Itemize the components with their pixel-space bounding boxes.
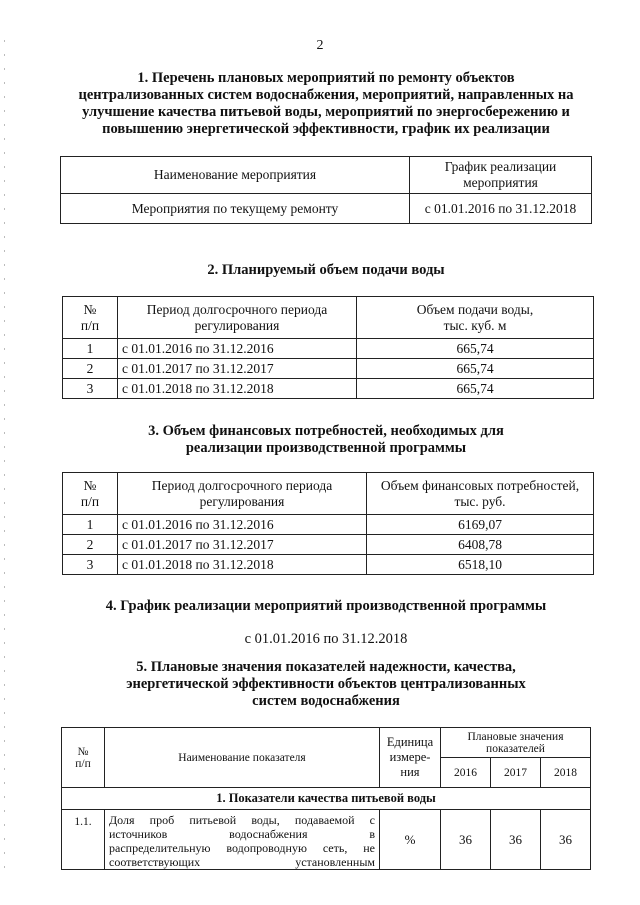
group-title: 1. Показатели качества питьевой воды bbox=[62, 788, 591, 810]
table-row: 3 с 01.01.2018 по 31.12.2018 6518,10 bbox=[63, 555, 594, 575]
header-financial-needs: Объем финансовых потребностей, тыс. руб. bbox=[367, 473, 594, 515]
header-indicator-name: Наименование показателя bbox=[105, 728, 380, 788]
table-row: 1.1. Доля проб питьевой воды, подаваемой с источников водоснабжения в распределительную водопроводную сеть, не соответствующих установленным % 36 36 36 bbox=[62, 810, 591, 870]
header-schedule: График реализации мероприятия bbox=[410, 157, 592, 194]
unit-cell: % bbox=[380, 810, 441, 870]
table-row bbox=[61, 194, 592, 224]
measure-name-cell: Мероприятия по текущему ремонту bbox=[61, 194, 410, 224]
table-row: 1 с 01.01.2016 по 31.12.2016 6169,07 bbox=[63, 515, 594, 535]
table-header-row bbox=[63, 473, 594, 515]
financial-needs-table bbox=[62, 472, 594, 575]
indicators-table bbox=[61, 727, 591, 870]
header-year-2016: 2016 bbox=[441, 758, 491, 788]
header-period: Период долгосрочного периода регулирования bbox=[118, 473, 367, 515]
section-3-title: 3. Объем финансовых потребностей, необходимых для реализации производственной программы bbox=[148, 423, 504, 456]
table-header-row bbox=[63, 297, 594, 339]
table-row: 3 с 01.01.2018 по 31.12.2018 665,74 bbox=[63, 379, 594, 399]
header-planned-values: Плановые значения показателей bbox=[441, 728, 591, 758]
header-number: № п/п bbox=[63, 297, 118, 339]
header-year-2018: 2018 bbox=[540, 758, 590, 788]
indicator-name-cell: Доля проб питьевой воды, подаваемой с источников водоснабжения в распределительную водопроводную сеть, не соответствующих установленным bbox=[105, 810, 380, 870]
header-volume: Объем подачи воды, тыс. куб. м bbox=[357, 297, 594, 339]
value-2017-cell: 36 bbox=[490, 810, 540, 870]
measures-table bbox=[60, 156, 592, 224]
header-period: Период долгосрочного периода регулирования bbox=[118, 297, 357, 339]
section-4-title: 4. График реализации мероприятий производственной программы bbox=[105, 598, 547, 614]
measure-schedule-cell: с 01.01.2016 по 31.12.2018 bbox=[410, 194, 592, 224]
table-header-row bbox=[62, 728, 591, 758]
table-row: 2 с 01.01.2017 по 31.12.2017 6408,78 bbox=[63, 535, 594, 555]
section-5-title: 5. Плановые значения показателей надежности, качества, энергетической эффективности объектов централизованных систем водоснабжения bbox=[126, 659, 526, 709]
header-year-2017: 2017 bbox=[490, 758, 540, 788]
table-group-row bbox=[62, 788, 591, 810]
table-header-row bbox=[61, 157, 592, 194]
table-row: 1 с 01.01.2016 по 31.12.2016 665,74 bbox=[63, 339, 594, 359]
value-2016-cell: 36 bbox=[441, 810, 491, 870]
page-number: 2 bbox=[316, 38, 324, 53]
water-supply-table bbox=[62, 296, 594, 399]
header-measure-name: Наименование мероприятия bbox=[61, 157, 410, 194]
margin-dots bbox=[4, 40, 5, 880]
header-number: № п/п bbox=[63, 473, 118, 515]
section-4-period: с 01.01.2016 по 31.12.2018 bbox=[244, 631, 408, 647]
header-unit: Единица измере- ния bbox=[380, 728, 441, 788]
header-number: № п/п bbox=[62, 728, 105, 788]
table-row: 2 с 01.01.2017 по 31.12.2017 665,74 bbox=[63, 359, 594, 379]
section-1-title: 1. Перечень плановых мероприятий по ремонту объектов централизованных систем водоснабжения, мероприятий, направленных на улучшение качества питьевой воды, мероприятий по энергосбережению и повышению энергетической эффективности, график их реализации bbox=[78, 70, 574, 137]
value-2018-cell: 36 bbox=[540, 810, 590, 870]
section-2-title: 2. Планируемый объем подачи воды bbox=[207, 262, 445, 278]
